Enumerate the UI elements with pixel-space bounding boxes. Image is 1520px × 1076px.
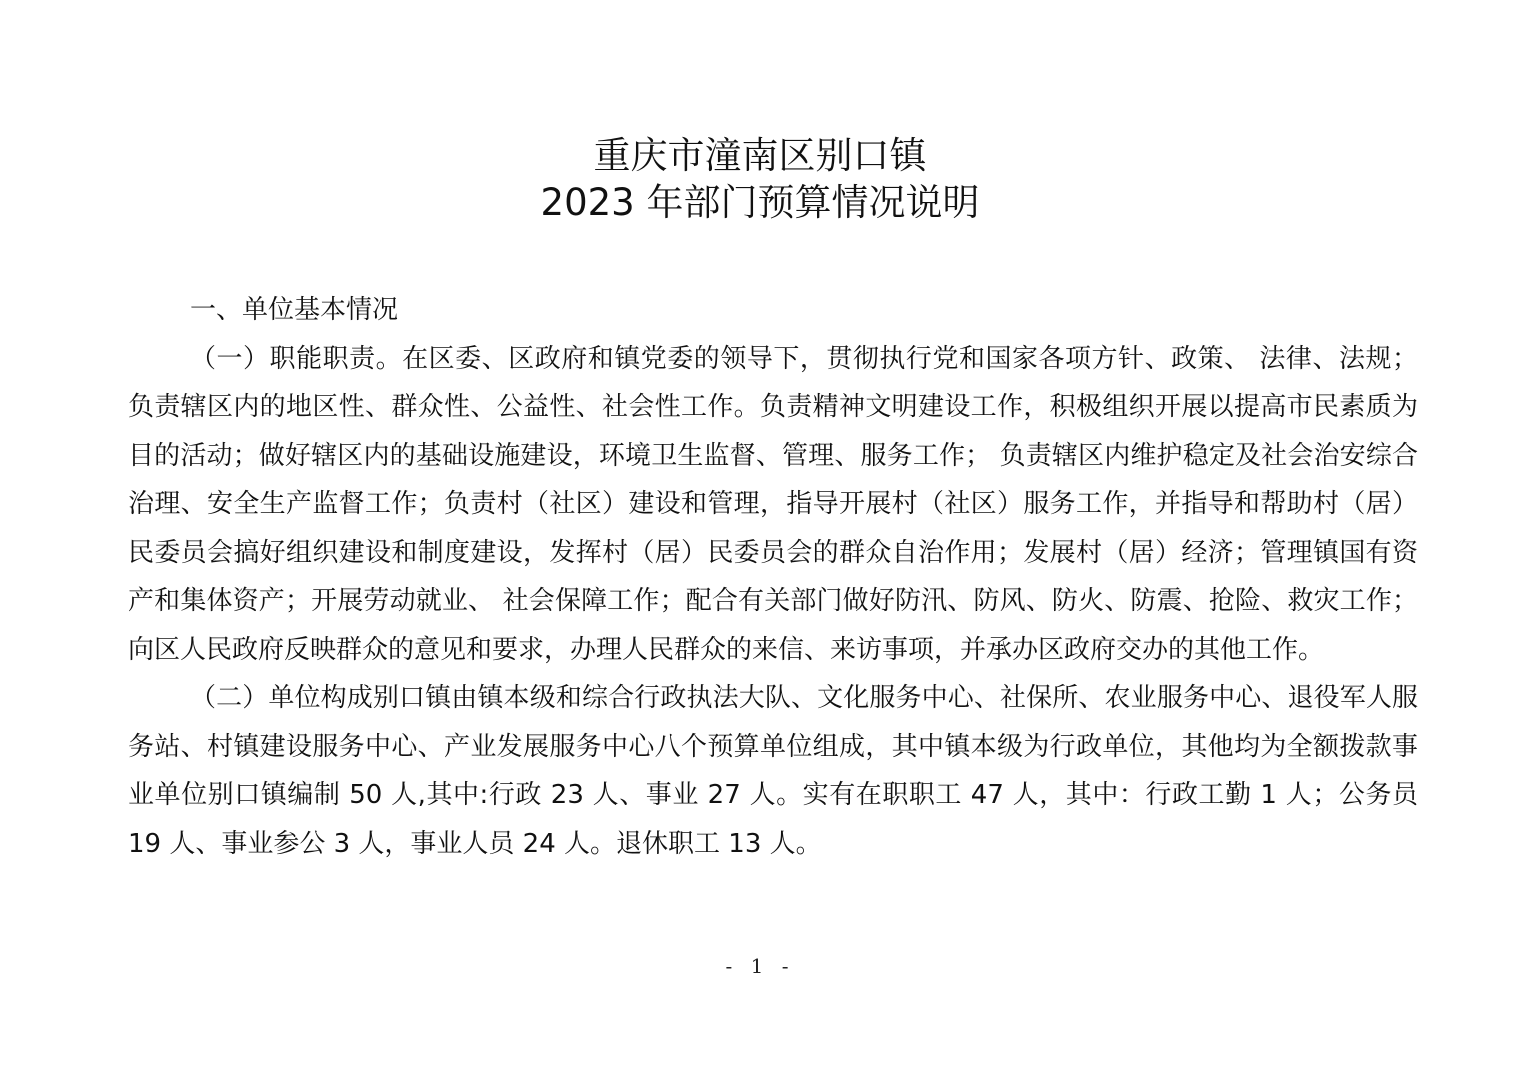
document-body [128, 286, 1418, 868]
title-line-report: 2023 年部门预算情况说明 [540, 181, 980, 224]
title-line-organization: 重庆市潼南区别口镇 [593, 134, 927, 177]
paragraph-composition: （二）单位构成别口镇由镇本级和综合行政执法大队、文化服务中心、社保所、农业服务中心、退役军人服务站、村镇建设服务中心、产业发展服务中心八个预算单位组成，其中镇本级为行政单位，其他均为全额拨款事业单位别口镇编制 50 人,其中:行政 23 人、事业 27 人。实有在职职工 47 人，其中：行政工勤 1 人；公务员 19 人、事业参公 3 人，事业人员 24 人。退休职工 13 人。 [128, 683, 1418, 859]
paragraph-functions: （一）职能职责。在区委、区政府和镇党委的领导下，贯彻执行党和国家各项方针、政策、 法律、法规；负责辖区内的地区性、群众性、公益性、社会性工作。负责精神文明建设工作，积极组织开展以提高市民素质为目的活动；做好辖区内的基础设施建设，环境卫生监督、管理、服务工作； 负责辖区内维护稳定及社会治安综合治理、安全生产监督工作；负责村（社区）建设和管理，指导开展村（社区）服务工作，并指导和帮助村（居）民委员会搞好组织建设和制度建设，发挥村（居）民委员会的群众自治作用；发展村（居）经济；管理镇国有资产和集体资产；开展劳动就业、 社会保障工作；配合有关部门做好防汛、防风、防火、防震、抢险、救灾工作；向区人民政府反映群众的意见和要求，办理人民群众的来信、来访事项，并承办区政府交办的其他工作。 [128, 343, 1418, 665]
page-number: - 1 - [725, 954, 795, 978]
section-heading: 一、单位基本情况 [190, 295, 399, 325]
document-title [0, 132, 1520, 226]
